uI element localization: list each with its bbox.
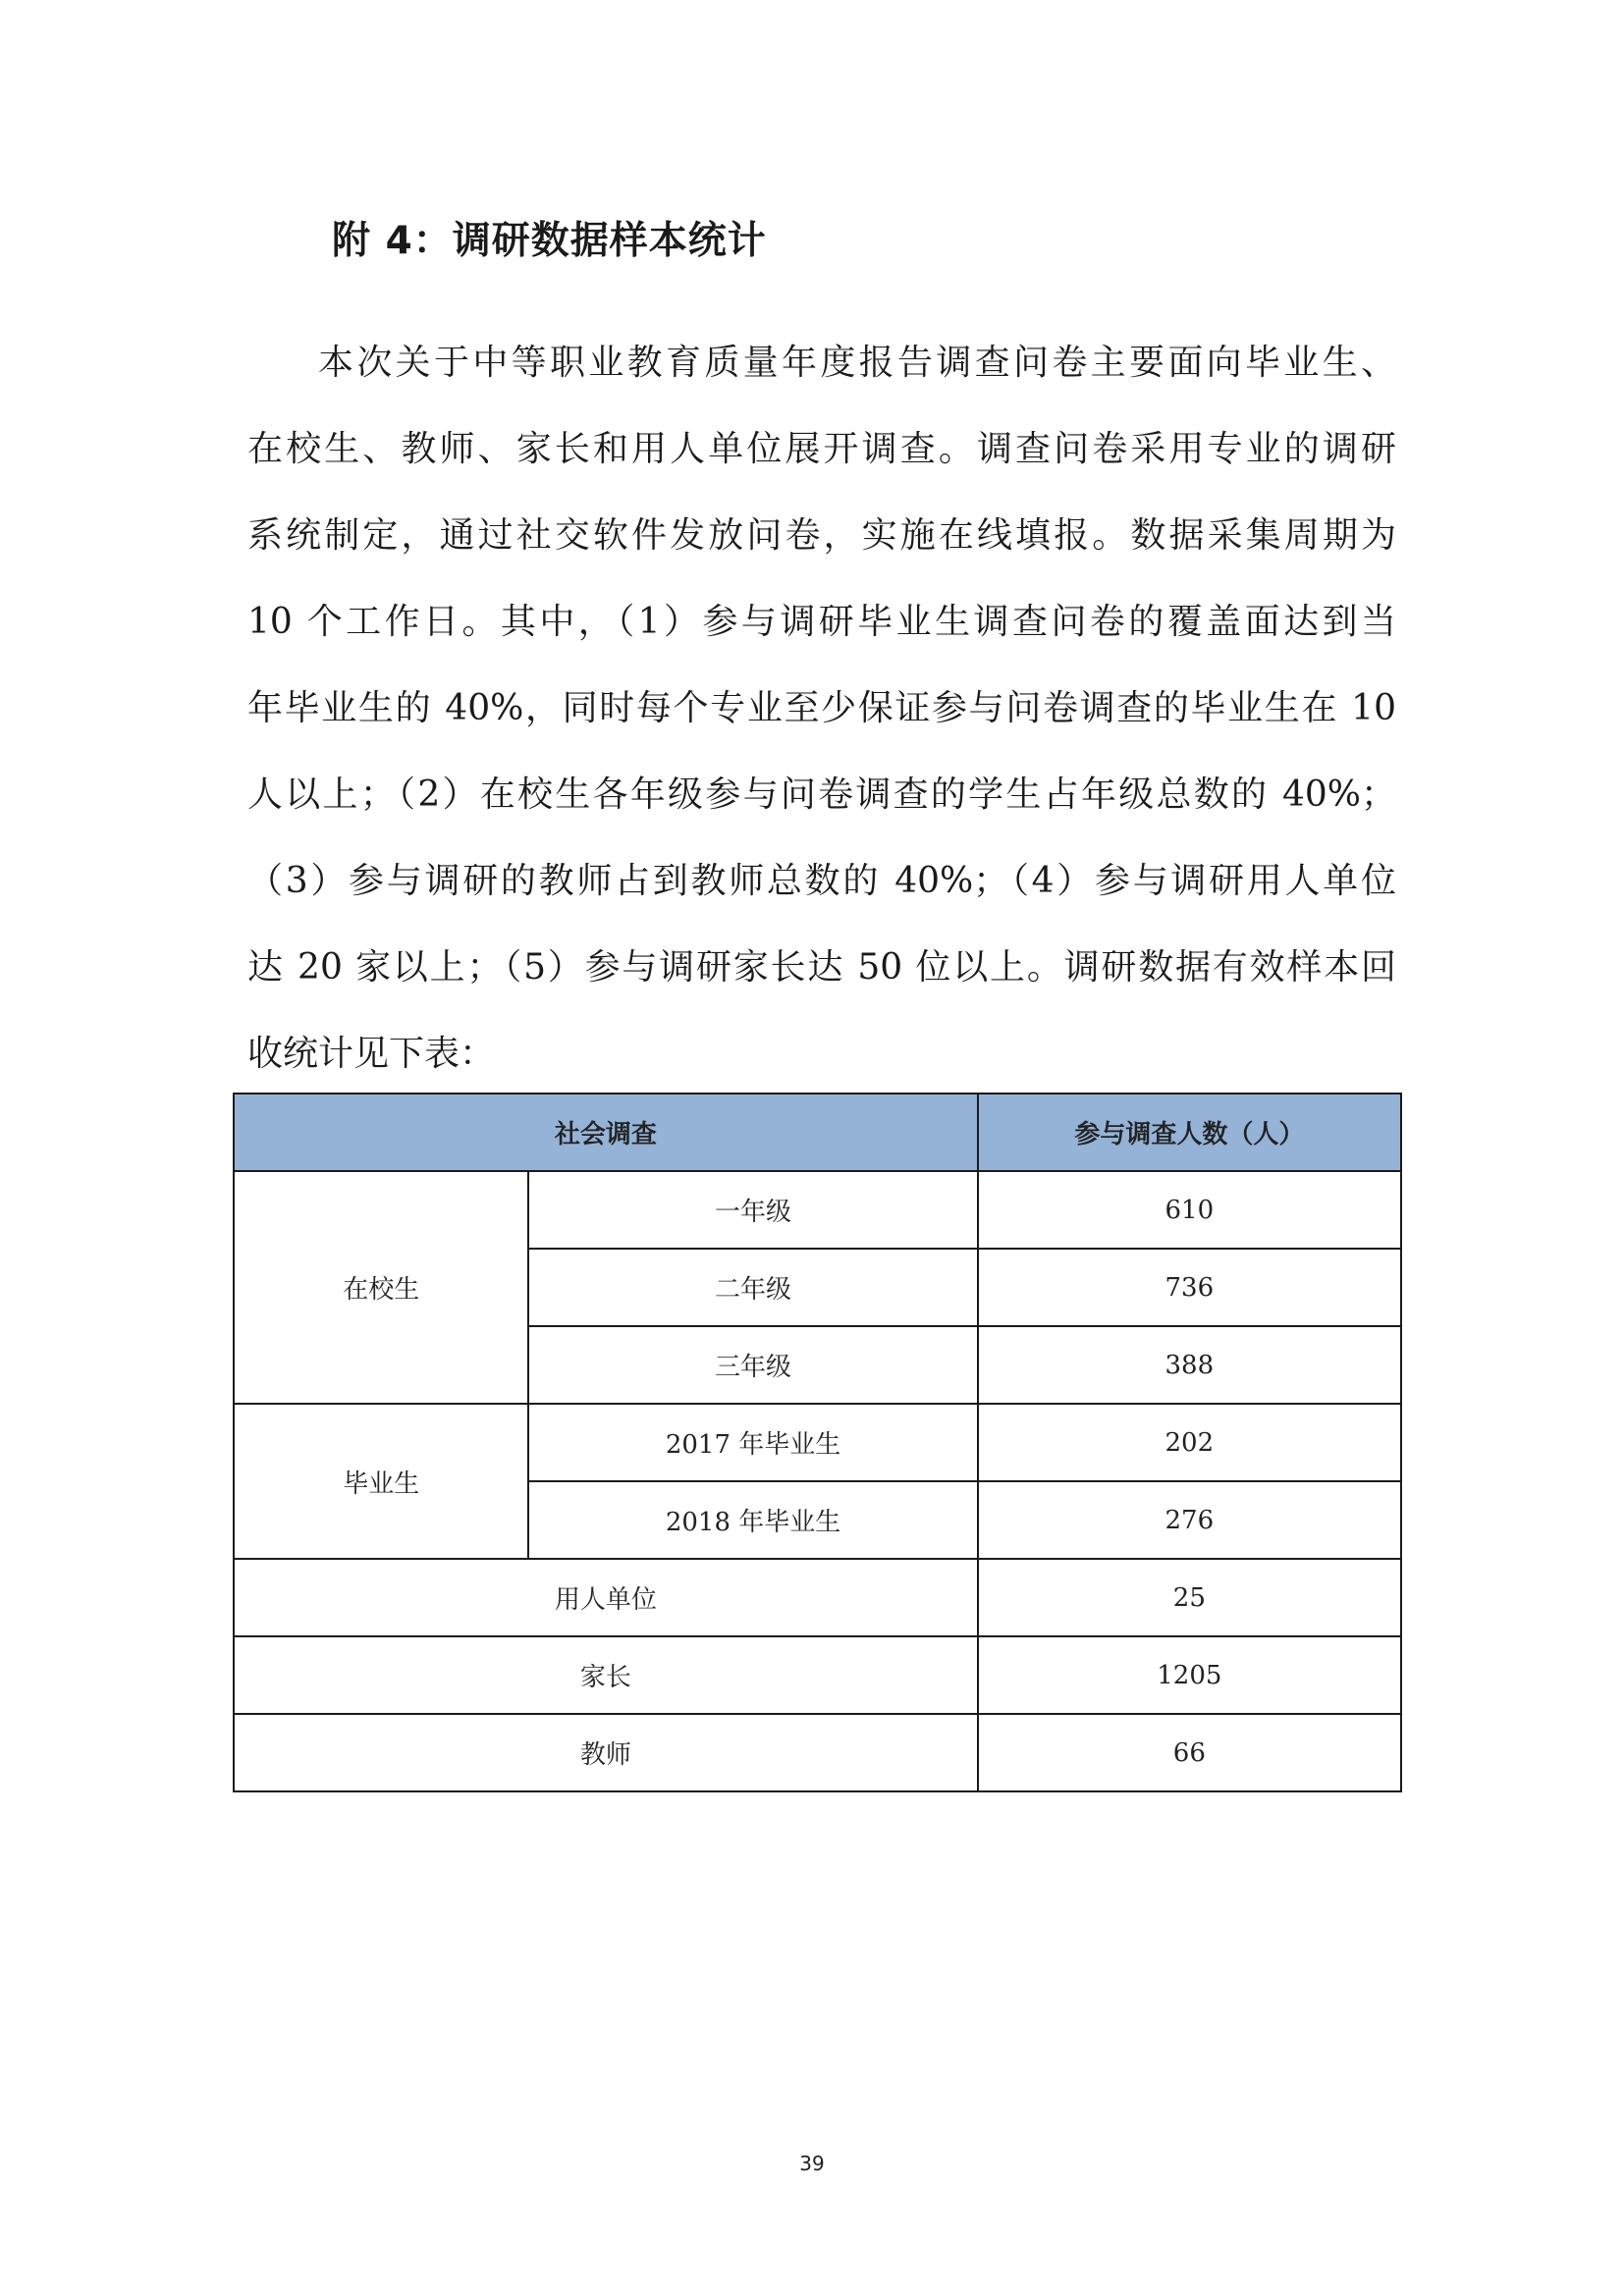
row-value: 736 — [978, 1249, 1401, 1326]
row-label: 用人单位 — [234, 1559, 978, 1636]
table-row — [234, 1171, 1401, 1249]
paragraph-line: 系统制定，通过社交软件发放问卷，实施在线填报。数据采集周期为 — [247, 515, 1396, 556]
row-value: 66 — [978, 1714, 1401, 1791]
page-title: 附 4：调研数据样本统计 — [332, 219, 767, 263]
row-value: 1205 — [978, 1636, 1401, 1714]
row-label: 2018 年毕业生 — [528, 1481, 977, 1559]
row-label: 2017 年毕业生 — [528, 1404, 977, 1481]
row-label: 三年级 — [528, 1326, 977, 1404]
paragraph-line: 年毕业生的 40%，同时每个专业至少保证参与问卷调查的毕业生在 10 — [247, 688, 1396, 728]
paragraph-line: 人以上；（2）在校生各年级参与问卷调查的学生占年级总数的 40%； — [247, 774, 1396, 815]
row-label: 家长 — [234, 1636, 978, 1714]
table-row — [234, 1559, 1401, 1636]
intro-paragraph — [247, 334, 1396, 1111]
table-row — [234, 1714, 1401, 1791]
paragraph-line: （3）参与调研的教师占到教师总数的 40%；（4）参与调研用人单位 — [247, 861, 1396, 901]
group-label-students: 在校生 — [234, 1171, 528, 1404]
row-value: 276 — [978, 1481, 1401, 1559]
row-label: 教师 — [234, 1714, 978, 1791]
row-value: 202 — [978, 1404, 1401, 1481]
table-header-count: 参与调查人数（人） — [978, 1094, 1401, 1171]
group-label-graduates: 毕业生 — [234, 1404, 528, 1559]
table-header-row — [234, 1094, 1401, 1171]
row-label: 二年级 — [528, 1249, 977, 1326]
paragraph-line: 达 20 家以上；（5）参与调研家长达 50 位以上。调研数据有效样本回 — [247, 947, 1396, 988]
page-number: 39 — [799, 2152, 825, 2175]
row-value: 25 — [978, 1559, 1401, 1636]
survey-statistics-table — [233, 1093, 1402, 1792]
paragraph-line: 在校生、教师、家长和用人单位展开调查。调查问卷采用专业的调研 — [247, 429, 1396, 469]
table-row — [234, 1636, 1401, 1714]
table-header-survey: 社会调查 — [234, 1094, 978, 1171]
row-value: 388 — [978, 1326, 1401, 1404]
row-value: 610 — [978, 1171, 1401, 1249]
table-row — [234, 1404, 1401, 1481]
row-label: 一年级 — [528, 1171, 977, 1249]
paragraph-line: 本次关于中等职业教育质量年度报告调查问卷主要面向毕业生、 — [318, 343, 1396, 383]
paragraph-line: 10 个工作日。其中，（1）参与调研毕业生调查问卷的覆盖面达到当 — [247, 602, 1396, 642]
paragraph-line: 收统计见下表： — [247, 1034, 496, 1074]
